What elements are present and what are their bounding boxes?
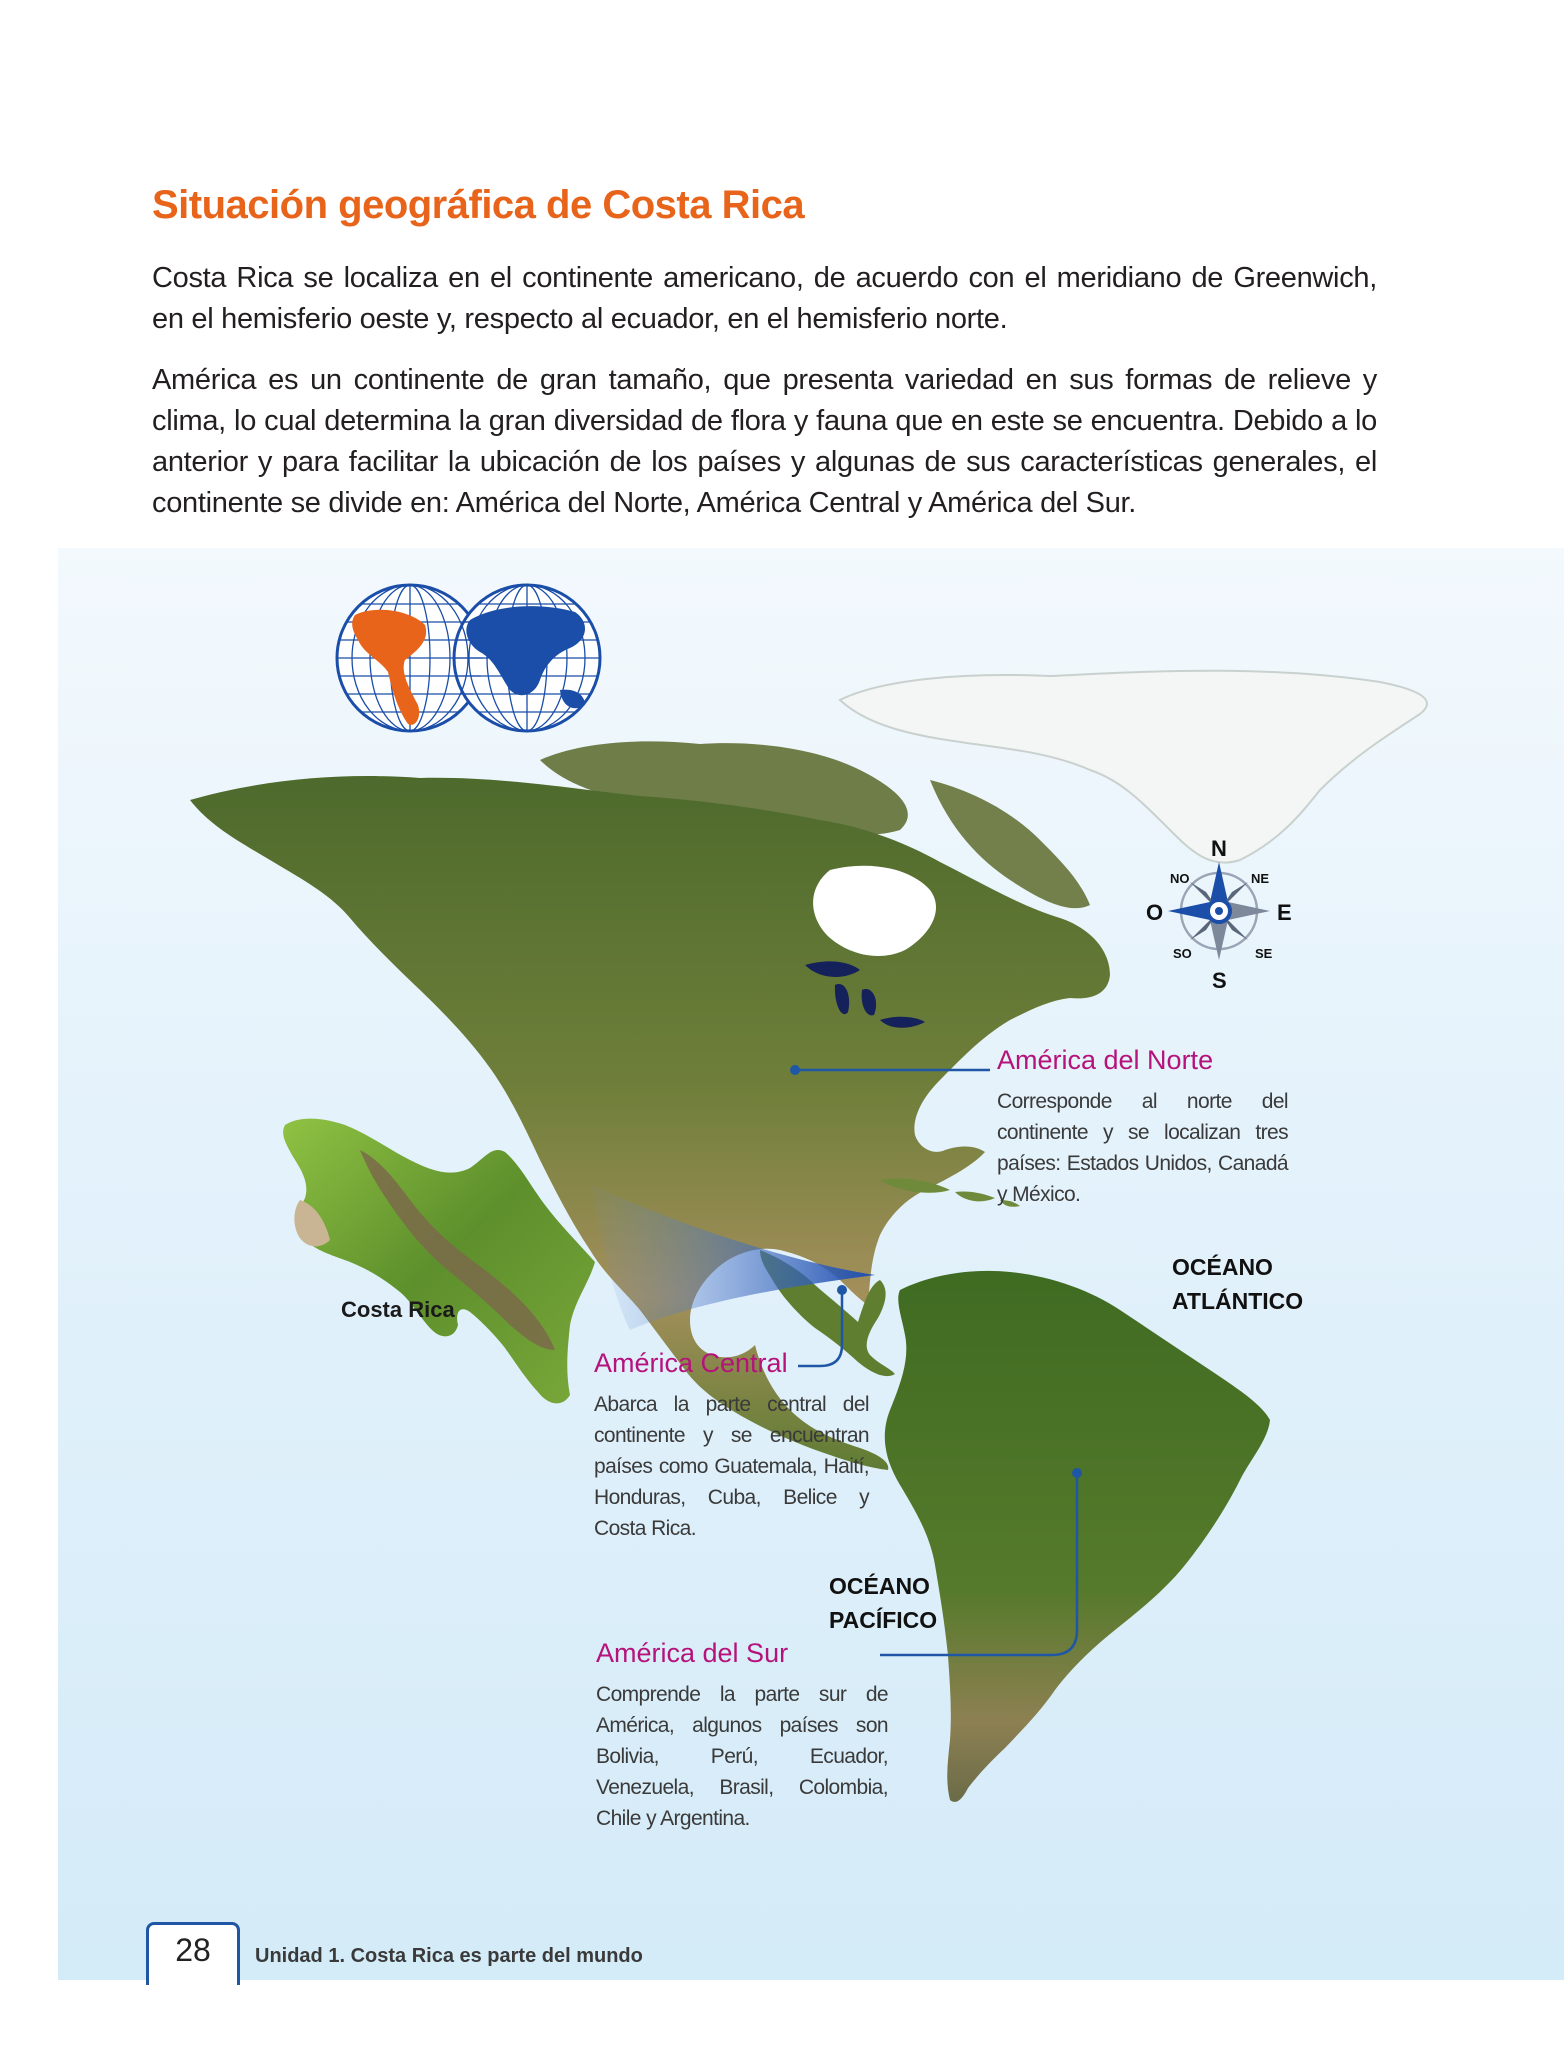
atlantic-ocean-line-2: ATLÁNTICO (1172, 1288, 1304, 1314)
world-globe-icon (337, 585, 600, 731)
compass-n-label: N (1211, 836, 1227, 861)
intro-paragraph-2: América es un continente de gran tamaño, que presenta variedad en sus formas de relieve y clima, lo cual determina la gran diversidad de flora y fauna que en este se encuentra. Debido a lo anterior y para facilitar la ubicación de los países y algunas de sus características generales, el continente se divide en: América del Norte, América Central y América del Sur. (152, 364, 1377, 519)
central-america-title: América Central (594, 1348, 788, 1378)
north-america-title: América del Norte (997, 1045, 1214, 1075)
south-america-marker (1072, 1468, 1082, 1478)
compass-so-label: SO (1173, 946, 1192, 961)
page-title: Situación geográfica de Costa Rica (152, 183, 805, 227)
compass-e-label: E (1277, 900, 1292, 925)
pacific-ocean-line-2: PACÍFICO (829, 1607, 938, 1633)
north-america-text: Corresponde al norte del continente y se localizan tres países: Estados Unidos, Canadá y México. (997, 1090, 1288, 1206)
central-america-marker (837, 1285, 847, 1295)
atlantic-ocean-label (1172, 1250, 1303, 1318)
compass-no-label: NO (1170, 871, 1190, 886)
south-america-title: América del Sur (596, 1638, 789, 1668)
page-number: 28 (175, 1932, 211, 1968)
intro-paragraph-1: Costa Rica se localiza en el continente americano, de acuerdo con el meridiano de Greenwich, en el hemisferio oeste y, respecto al ecuador, en el hemisferio norte. (152, 262, 1377, 335)
compass-s-label: S (1212, 968, 1227, 993)
south-america-text: Comprende la parte sur de América, algunos países son Bolivia, Perú, Ecuador, Venezuela, Brasil, Colombia, Chile y Argentina. (596, 1683, 888, 1830)
compass-o-label: O (1146, 900, 1164, 925)
compass-ne-label: NE (1251, 871, 1270, 886)
atlantic-ocean-line-1: OCÉANO (1172, 1254, 1273, 1280)
pacific-ocean-label (829, 1569, 937, 1637)
unit-footer-text: Unidad 1. Costa Rica es parte del mundo (255, 1945, 643, 1967)
central-america-text: Abarca la parte central del continente y se encuentran países como Guatemala, Haití, Honduras, Cuba, Belice y Costa Rica. (594, 1393, 869, 1540)
compass-rose-icon (1146, 836, 1292, 993)
compass-se-label: SE (1255, 946, 1273, 961)
greenland-shape (840, 671, 1427, 863)
north-america-marker (790, 1065, 800, 1075)
pacific-ocean-line-1: OCÉANO (829, 1573, 930, 1599)
costa-rica-inset-label: Costa Rica (341, 1297, 455, 1322)
